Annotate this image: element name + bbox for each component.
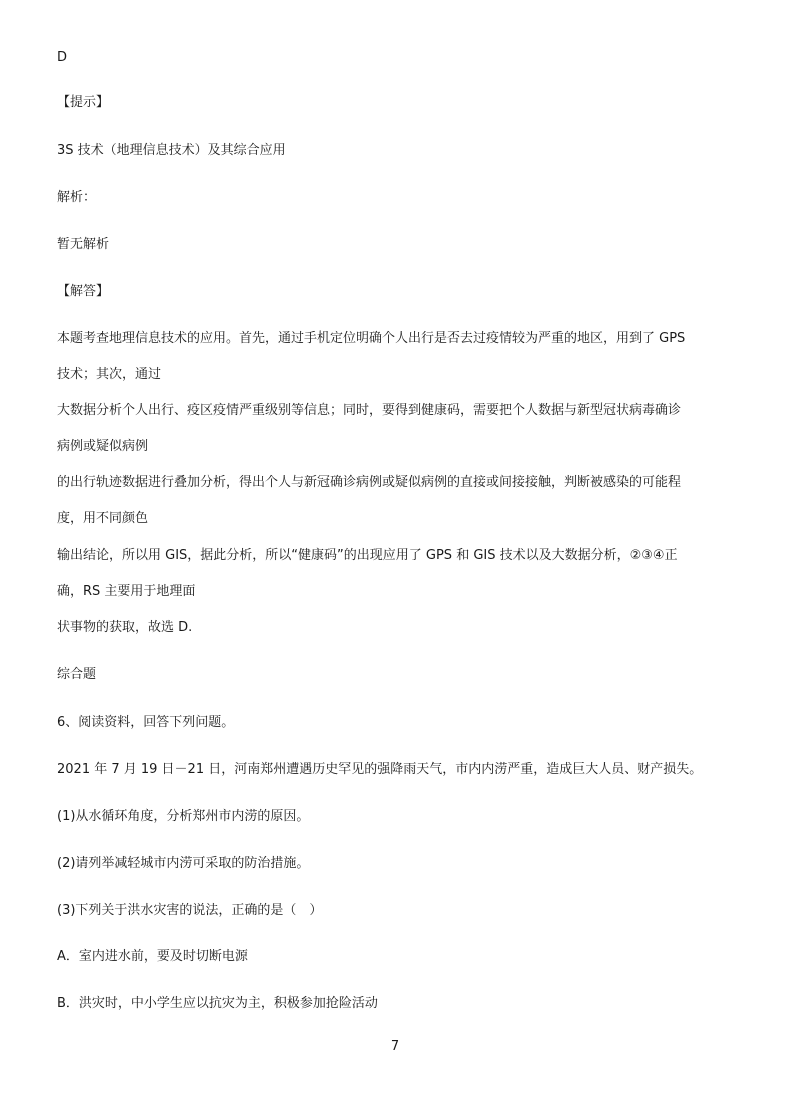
option-b: B．洪灾时，中小学生应以抗灾为主，积极参加抢险活动 — [57, 996, 378, 1011]
sub-question: (1)从水循环角度，分析郑州市内涝的原因。 — [57, 809, 310, 824]
section-title: 综合题 — [57, 667, 97, 682]
analysis-text: 暂无解析 — [57, 237, 110, 252]
answer-text: D — [57, 50, 68, 65]
page-number: 7 — [390, 1039, 400, 1054]
hint-text: 3S 技术（地理信息技术）及其综合应用 — [57, 143, 286, 158]
question-material: 2021 年 7 月 19 日－21 日，河南郑州遭遇历史罕见的强降雨天气，市内内涝严重，造成巨大人员、财产损失。 — [57, 762, 703, 777]
hint-heading: 【提示】 — [57, 95, 110, 110]
solution-line: 度，用不同颜色 — [57, 511, 149, 526]
sub-question: (3)下列关于洪水灾害的说法，正确的是（ ） — [57, 903, 323, 918]
solution-line: 病例或疑似病例 — [57, 439, 149, 454]
solution-line: 输出结论，所以用 GIS，据此分析，所以“健康码”的出现应用了 GPS 和 GIS 技术以及大数据分析，②③④正 — [57, 548, 678, 563]
analysis-heading: 解析： — [57, 190, 97, 205]
solution-line: 的出行轨迹数据进行叠加分析，得出个人与新冠确诊病例或疑似病例的直接或间接接触，判断被感染的可能程 — [57, 475, 682, 490]
solution-line: 大数据分析个人出行、疫区疫情严重级别等信息；同时，要得到健康码，需要把个人数据与新型冠状病毒确诊 — [57, 403, 682, 418]
question-stem: 6、阅读资料，回答下列问题。 — [57, 715, 235, 730]
solution-line: 本题考查地理信息技术的应用。首先，通过手机定位明确个人出行是否去过疫情较为严重的地区，用到了 GPS — [57, 331, 686, 346]
solution-line: 状事物的获取，故选 D. — [57, 620, 193, 635]
solution-line: 技术；其次，通过 — [57, 367, 162, 382]
solution-heading: 【解答】 — [57, 284, 110, 299]
solution-line: 确，RS 主要用于地理面 — [57, 584, 196, 599]
sub-question: (2)请列举减轻城市内涝可采取的防治措施。 — [57, 856, 310, 871]
option-a: A．室内进水前，要及时切断电源 — [57, 949, 248, 964]
